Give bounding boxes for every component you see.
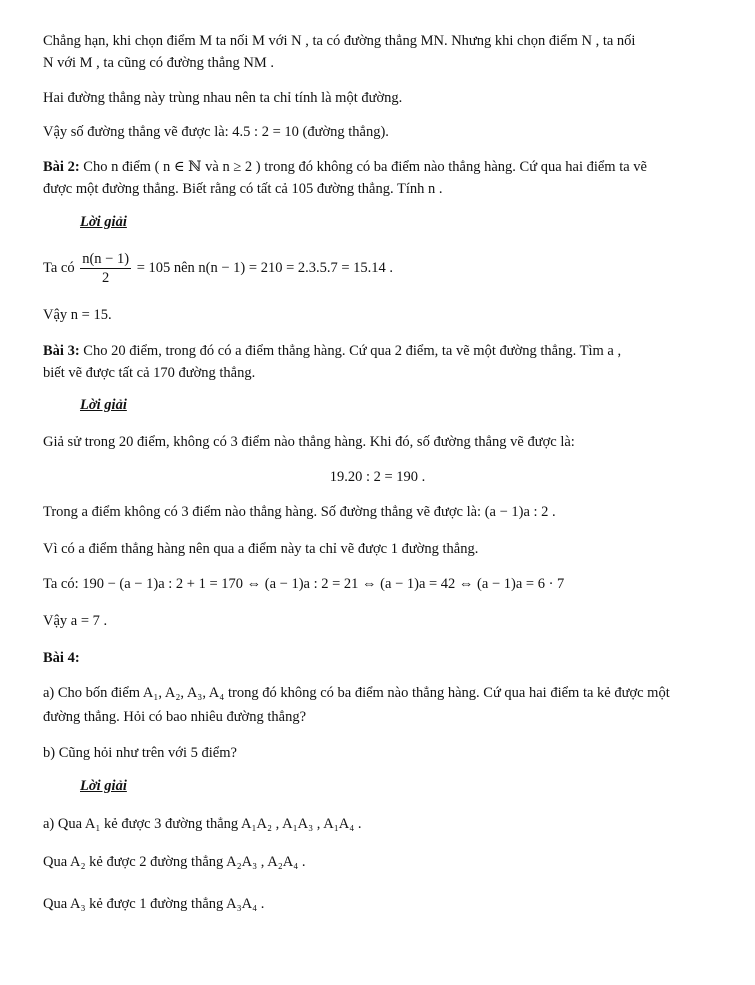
fraction [80,250,131,287]
exercise-text: Cho n điểm ( n ∈ ℕ và n ≥ 2 ) trong đó không có ba điểm nào thẳng hàng. Cứ qua hai điểm ta vẽ [79,159,647,175]
paragraph: Vậy a = 7 . [43,613,108,629]
paragraph: Qua A₃ kẻ được 1 đường thẳng A₃A₄ . [43,896,265,912]
exercise-text: Cho 20 điểm, trong đó có a điểm thẳng hàng. Cứ qua 2 điểm, ta vẽ một đường thẳng. Tìm a , [79,343,622,359]
fraction-equation [43,250,727,287]
exercise-2 [43,157,727,177]
solution-heading: Lời giải [80,397,127,413]
paragraph: Trong a điểm không có 3 điểm nào thẳng hàng. Số đường thẳng vẽ được là: (a − 1)a : 2 . [43,504,556,520]
paragraph-line: a) Cho bốn điểm A₁, A₂, A₃, A₄ trong đó không có ba điểm nào thẳng hàng. Cứ qua hai điểm ta kẻ được một [43,685,670,701]
paragraph-line: đường thẳng. Hỏi có bao nhiêu đường thẳng? [43,709,307,725]
centered-equation: 19.20 : 2 = 190 . [329,469,426,485]
exercise-label: Bài 3: [43,343,80,359]
paragraph: Qua A₂ kẻ được 2 đường thẳng A₂A₃ , A₂A₄ . [43,854,306,870]
equation-line: Ta có: 190 − (a − 1)a : 2 + 1 = 170 ⇔ (a − 1)a : 2 = 21 ⇔ (a − 1)a = 42 ⇔ (a − 1)a = 6 · 7 [43,576,565,592]
fraction-numerator: n(n − 1) [82,251,130,268]
paragraph-line: N với M , ta cũng có đường thẳng NM . [43,55,275,71]
equation-suffix: = 105 nên n(n − 1) = 210 = 2.3.5.7 = 15.14 . [136,260,394,276]
solution-heading: Lời giải [80,214,127,230]
paragraph: Vì có a điểm thẳng hàng nên qua a điểm này ta chỉ vẽ được 1 đường thẳng. [43,541,479,557]
fraction-denominator: 2 [102,270,110,287]
paragraph: Vậy n = 15. [43,307,112,323]
paragraph-line: biết vẽ được tất cả 170 đường thẳng. [43,365,256,381]
paragraph: Hai đường thẳng này trùng nhau nên ta chỉ tính là một đường. [43,90,403,106]
exercise-label: Bài 2: [43,159,80,175]
solution-heading: Lời giải [80,778,127,794]
paragraph: Vậy số đường thẳng vẽ được là: 4.5 : 2 = 10 (đường thẳng). [43,124,389,140]
exercise-3 [43,341,727,361]
paragraph: b) Cũng hỏi như trên với 5 điểm? [43,745,237,761]
paragraph-line: được một đường thẳng. Biết rằng có tất cả 105 đường thẳng. Tính n . [43,181,443,197]
paragraph: a) Qua A₁ kẻ được 3 đường thẳng A₁A₂ , A₁A₃ , A₁A₄ . [43,816,362,832]
paragraph: Giả sử trong 20 điểm, không có 3 điểm nào thẳng hàng. Khi đó, số đường thẳng vẽ được là: [43,434,575,450]
exercise-4-label: Bài 4: [43,650,80,666]
paragraph-line: Chẳng hạn, khi chọn điểm M ta nối M với N , ta có đường thẳng MN. Nhưng khi chọn điểm N , ta nối [43,33,636,49]
equation-prefix: Ta có [43,260,75,276]
